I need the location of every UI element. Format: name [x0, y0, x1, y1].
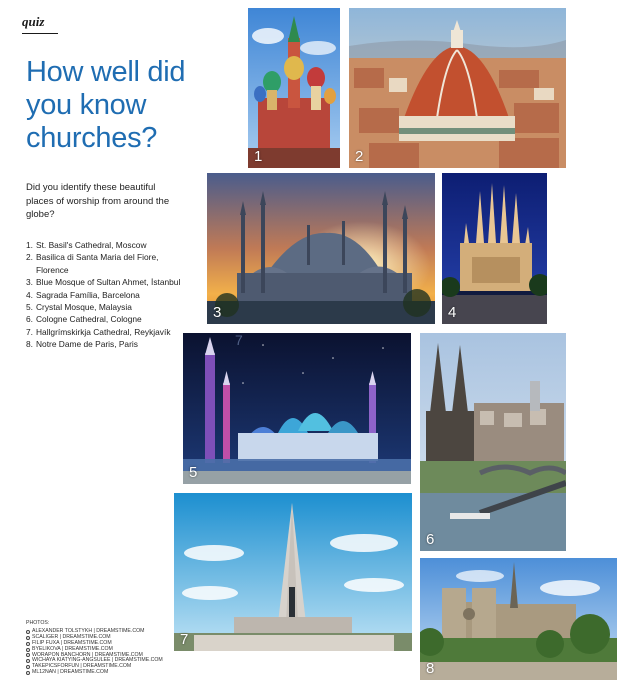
- answer-text: Basilica di Santa Maria del Fiore, Florence: [36, 252, 159, 275]
- intro-text: Did you identify these beautiful places of worship from around the globe?: [26, 182, 170, 220]
- answer-item: [26, 276, 186, 288]
- photo-number: 7: [180, 631, 189, 648]
- page-title: How well did you know churches?: [26, 56, 186, 154]
- credit-line: [26, 670, 196, 676]
- answer-number: 7.: [26, 326, 33, 337]
- copyright-icon: [26, 642, 30, 646]
- photo-number: 8: [426, 660, 435, 677]
- photo-st-basils-cathedral: [248, 8, 340, 168]
- section-tag: quiz: [22, 14, 58, 34]
- answer-item: [26, 251, 186, 276]
- answer-text: Blue Mosque of Sultan Ahmet, İstanbul: [36, 277, 181, 288]
- photo-credits-heading: PHOTOS:: [26, 620, 50, 626]
- copyright-icon: [26, 659, 30, 663]
- copyright-icon: [26, 636, 30, 640]
- photo-number: 5: [189, 464, 198, 481]
- copyright-icon: [26, 648, 30, 652]
- copyright-icon: [26, 653, 30, 657]
- credit-text: BYELIKOVA | DREAMSTIME.COM: [32, 645, 113, 652]
- answer-text: Notre Dame de Paris, Paris: [36, 339, 138, 350]
- answer-number: 1.: [26, 240, 33, 250]
- answer-text: St. Basil's Cathedral, Moscow: [36, 240, 147, 250]
- answer-number: 2.: [26, 252, 33, 263]
- copyright-icon: [26, 630, 30, 634]
- answer-number: 3.: [26, 277, 33, 288]
- photo-notre-dame: [420, 558, 617, 680]
- photo-santa-maria-del-fiore: [349, 8, 566, 168]
- copyright-icon: [26, 665, 30, 669]
- photo-sagrada-familia: [442, 173, 547, 324]
- answer-number: 5.: [26, 302, 33, 313]
- credit-text: SCALIGER | DREAMSTIME.COM: [32, 633, 111, 640]
- answer-item: [26, 301, 186, 313]
- photo-number: 6: [426, 531, 435, 548]
- answer-number: 4.: [26, 289, 33, 300]
- credit-text: TAKEPICSFORFUN | DREAMSTIME.COM: [32, 663, 132, 670]
- answer-item: [26, 326, 186, 338]
- answer-list: [26, 239, 186, 351]
- credit-text: ALEXANDER TOLSTYKH | DREAMSTIME.COM: [32, 627, 145, 634]
- photo-cologne-cathedral: [420, 333, 566, 551]
- answer-text: Crystal Mosque, Malaysia: [36, 302, 132, 313]
- credit-text: WICHAYA KIATYING-ANGSULEE | DREAMSTIME.COM: [32, 657, 163, 664]
- photo-crystal-mosque: [183, 333, 411, 484]
- answer-item: [26, 313, 186, 325]
- photo-number: 2: [355, 148, 364, 165]
- photo-credits: [26, 621, 196, 676]
- answer-item: [26, 289, 186, 301]
- copyright-icon: [26, 671, 30, 675]
- photo-number: 4: [448, 304, 457, 321]
- answer-item: [26, 338, 186, 350]
- photo-hallgrimskirkja: [174, 493, 412, 651]
- credit-text: WORAPON BANCHORN | DREAMSTIME.COM: [32, 651, 143, 658]
- answer-item: [26, 239, 186, 251]
- answer-text: Cologne Cathedral, Cologne: [36, 314, 142, 325]
- stray-photo-number: 7: [235, 332, 243, 348]
- photo-blue-mosque: [207, 173, 435, 324]
- answer-number: 6.: [26, 314, 33, 325]
- photo-number: 3: [213, 304, 222, 321]
- credit-text: ML12NAN | DREAMSTIME.COM: [32, 669, 109, 676]
- answer-text: Hallgrímskirkja Cathedral, Reykjavík: [36, 326, 171, 337]
- answer-number: 8.: [26, 339, 33, 350]
- credit-text: FILIP FUXA | DREAMSTIME.COM: [32, 639, 112, 646]
- photo-number: 1: [254, 148, 263, 165]
- answer-text: Sagrada Família, Barcelona: [36, 289, 140, 300]
